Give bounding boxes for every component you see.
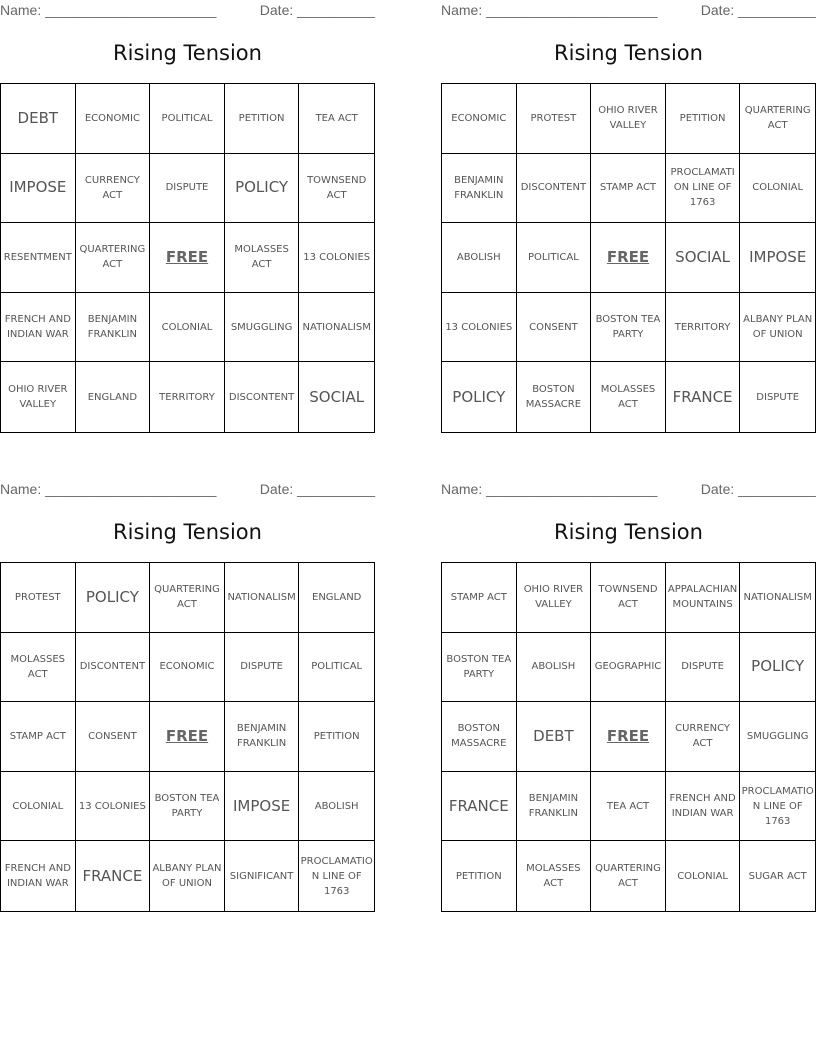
bingo-cell: MOLASSES ACT <box>517 841 592 911</box>
bingo-cell: FRENCH AND INDIAN WAR <box>666 772 741 842</box>
bingo-cell: DISPUTE <box>666 633 741 703</box>
card-title: Rising Tension <box>554 41 703 65</box>
bingo-cell: DISPUTE <box>150 154 225 224</box>
date-field: Date: __________ <box>700 481 816 497</box>
bingo-cell: NATIONALISM <box>299 293 374 363</box>
bingo-cell: DISCONTENT <box>76 633 151 703</box>
bingo-card <box>0 479 375 909</box>
bingo-cell: FRANCE <box>666 362 741 432</box>
bingo-cell: POLITICAL <box>517 223 592 293</box>
name-field: Name: ______________________ <box>0 481 217 497</box>
bingo-cell: BOSTON MASSACRE <box>517 362 592 432</box>
bingo-cell: ABOLISH <box>517 633 592 703</box>
bingo-cell: BENJAMIN FRANKLIN <box>76 293 151 363</box>
bingo-cell: FRENCH AND INDIAN WAR <box>1 841 76 911</box>
bingo-cell: PETITION <box>666 84 741 154</box>
bingo-cell: 13 COLONIES <box>76 772 151 842</box>
name-date-line <box>441 481 816 501</box>
bingo-cell: QUARTERING ACT <box>150 563 225 633</box>
bingo-cell: POLICY <box>740 633 815 703</box>
bingo-cell: TEA ACT <box>591 772 666 842</box>
bingo-card <box>0 0 375 430</box>
bingo-cell: PETITION <box>442 841 517 911</box>
bingo-cell: QUARTERING ACT <box>76 223 151 293</box>
bingo-cell: CONSENT <box>76 702 151 772</box>
bingo-cell: BOSTON TEA PARTY <box>442 633 517 703</box>
name-field: Name: ______________________ <box>0 2 217 18</box>
bingo-cell: TERRITORY <box>150 362 225 432</box>
bingo-cell: POLICY <box>225 154 300 224</box>
bingo-cell: SOCIAL <box>666 223 741 293</box>
bingo-grid <box>441 83 816 433</box>
bingo-cell: BENJAMIN FRANKLIN <box>517 772 592 842</box>
bingo-cell: ABOLISH <box>442 223 517 293</box>
bingo-cell: DISPUTE <box>225 633 300 703</box>
bingo-cell: MOLASSES ACT <box>591 362 666 432</box>
bingo-grid <box>441 562 816 912</box>
bingo-cell: BOSTON TEA PARTY <box>150 772 225 842</box>
bingo-card <box>441 479 816 909</box>
card-title: Rising Tension <box>554 520 703 544</box>
bingo-cell: PROCLAMATION LINE OF 1763 <box>740 772 815 842</box>
bingo-cell: CONSENT <box>517 293 592 363</box>
bingo-cell: COLONIAL <box>150 293 225 363</box>
bingo-cell: COLONIAL <box>1 772 76 842</box>
bingo-cell: STAMP ACT <box>591 154 666 224</box>
bingo-cell: MOLASSES ACT <box>1 633 76 703</box>
bingo-cell: RESENTMENT <box>1 223 76 293</box>
bingo-cell: SOCIAL <box>309 387 365 406</box>
bingo-cell: ENGLAND <box>299 563 374 633</box>
bingo-cell: ENGLAND <box>76 362 151 432</box>
bingo-cell: FRANCE <box>442 772 517 842</box>
bingo-cell: DISCONTENT <box>517 154 592 224</box>
bingo-cell: OHIO RIVER VALLEY <box>1 362 76 432</box>
bingo-cell: POLICY <box>442 362 517 432</box>
bingo-cell: SMUGGLING <box>740 702 815 772</box>
bingo-cell: TERRITORY <box>666 293 741 363</box>
free-space-cell: FREE <box>150 223 225 293</box>
bingo-cell: IMPOSE <box>225 772 300 842</box>
bingo-cell: FRENCH AND INDIAN WAR <box>1 293 76 363</box>
bingo-cell: PETITION <box>225 84 300 154</box>
bingo-cell: APPALACHIAN MOUNTAINS <box>666 563 741 633</box>
date-field: Date: __________ <box>259 2 375 18</box>
bingo-cell: IMPOSE <box>740 223 815 293</box>
bingo-cell: MOLASSES ACT <box>225 223 300 293</box>
bingo-cell: ECONOMIC <box>150 633 225 703</box>
bingo-cell: POLITICAL <box>299 633 374 703</box>
bingo-cell: BOSTON MASSACRE <box>442 702 517 772</box>
bingo-cell: TOWNSEND ACT <box>299 154 374 224</box>
bingo-cell: TEA ACT <box>299 84 374 154</box>
bingo-cell: ALBANY PLAN OF UNION <box>150 841 225 911</box>
bingo-card <box>441 0 816 430</box>
name-date-line <box>0 2 375 22</box>
bingo-cell: NATIONALISM <box>740 563 815 633</box>
date-field: Date: __________ <box>700 2 816 18</box>
bingo-cell: POLITICAL <box>150 84 225 154</box>
bingo-cell: BENJAMIN FRANKLIN <box>225 702 300 772</box>
bingo-cell: TOWNSEND ACT <box>591 563 666 633</box>
bingo-cell: STAMP ACT <box>1 702 76 772</box>
name-field: Name: ______________________ <box>441 2 658 18</box>
bingo-cell: PROCLAMATION LINE OF 1763 <box>300 855 373 897</box>
bingo-cell: OHIO RIVER VALLEY <box>517 563 592 633</box>
bingo-cell: ALBANY PLAN OF UNION <box>740 293 815 363</box>
bingo-cell: SUGAR ACT <box>748 870 807 882</box>
bingo-cell: SIGNIFICANT <box>225 841 300 911</box>
bingo-cell: FRANCE <box>76 841 151 911</box>
card-title: Rising Tension <box>113 520 262 544</box>
bingo-cell: ECONOMIC <box>442 84 517 154</box>
bingo-cell: NATIONALISM <box>225 563 300 633</box>
bingo-grid <box>0 83 375 433</box>
bingo-cell: STAMP ACT <box>442 563 517 633</box>
bingo-cell: GEOGRAPHIC <box>591 633 666 703</box>
free-space-cell: FREE <box>591 702 666 772</box>
bingo-cell: 13 COLONIES <box>442 293 517 363</box>
free-space-cell: FREE <box>150 702 225 772</box>
bingo-cell: PETITION <box>299 702 374 772</box>
bingo-cell: POLICY <box>76 563 151 633</box>
bingo-cell: COLONIAL <box>666 841 741 911</box>
bingo-cell: IMPOSE <box>1 154 76 224</box>
bingo-cell: ABOLISH <box>299 772 374 842</box>
bingo-cell: ECONOMIC <box>76 84 151 154</box>
bingo-cell: 13 COLONIES <box>299 223 374 293</box>
bingo-cell: BENJAMIN FRANKLIN <box>442 154 517 224</box>
bingo-cell: CURRENCY ACT <box>76 154 151 224</box>
bingo-cell: OHIO RIVER VALLEY <box>591 84 666 154</box>
date-field: Date: __________ <box>259 481 375 497</box>
bingo-cell: BOSTON TEA PARTY <box>591 293 666 363</box>
bingo-cell: PROCLAMATION LINE OF 1763 <box>666 154 741 224</box>
bingo-cell: CURRENCY ACT <box>666 702 741 772</box>
free-space-cell: FREE <box>591 223 666 293</box>
bingo-cell: PROTEST <box>1 563 76 633</box>
bingo-cell: DISPUTE <box>756 391 800 403</box>
bingo-cell: SMUGGLING <box>225 293 300 363</box>
bingo-cell: DEBT <box>1 84 76 154</box>
bingo-cell: DISCONTENT <box>225 362 300 432</box>
bingo-cell: COLONIAL <box>740 154 815 224</box>
bingo-cell: QUARTERING ACT <box>591 841 666 911</box>
bingo-cell: DEBT <box>517 702 592 772</box>
card-title: Rising Tension <box>113 41 262 65</box>
bingo-cell: QUARTERING ACT <box>740 84 815 154</box>
name-field: Name: ______________________ <box>441 481 658 497</box>
name-date-line <box>0 481 375 501</box>
bingo-grid <box>0 562 375 912</box>
bingo-cell: PROTEST <box>517 84 592 154</box>
name-date-line <box>441 2 816 22</box>
